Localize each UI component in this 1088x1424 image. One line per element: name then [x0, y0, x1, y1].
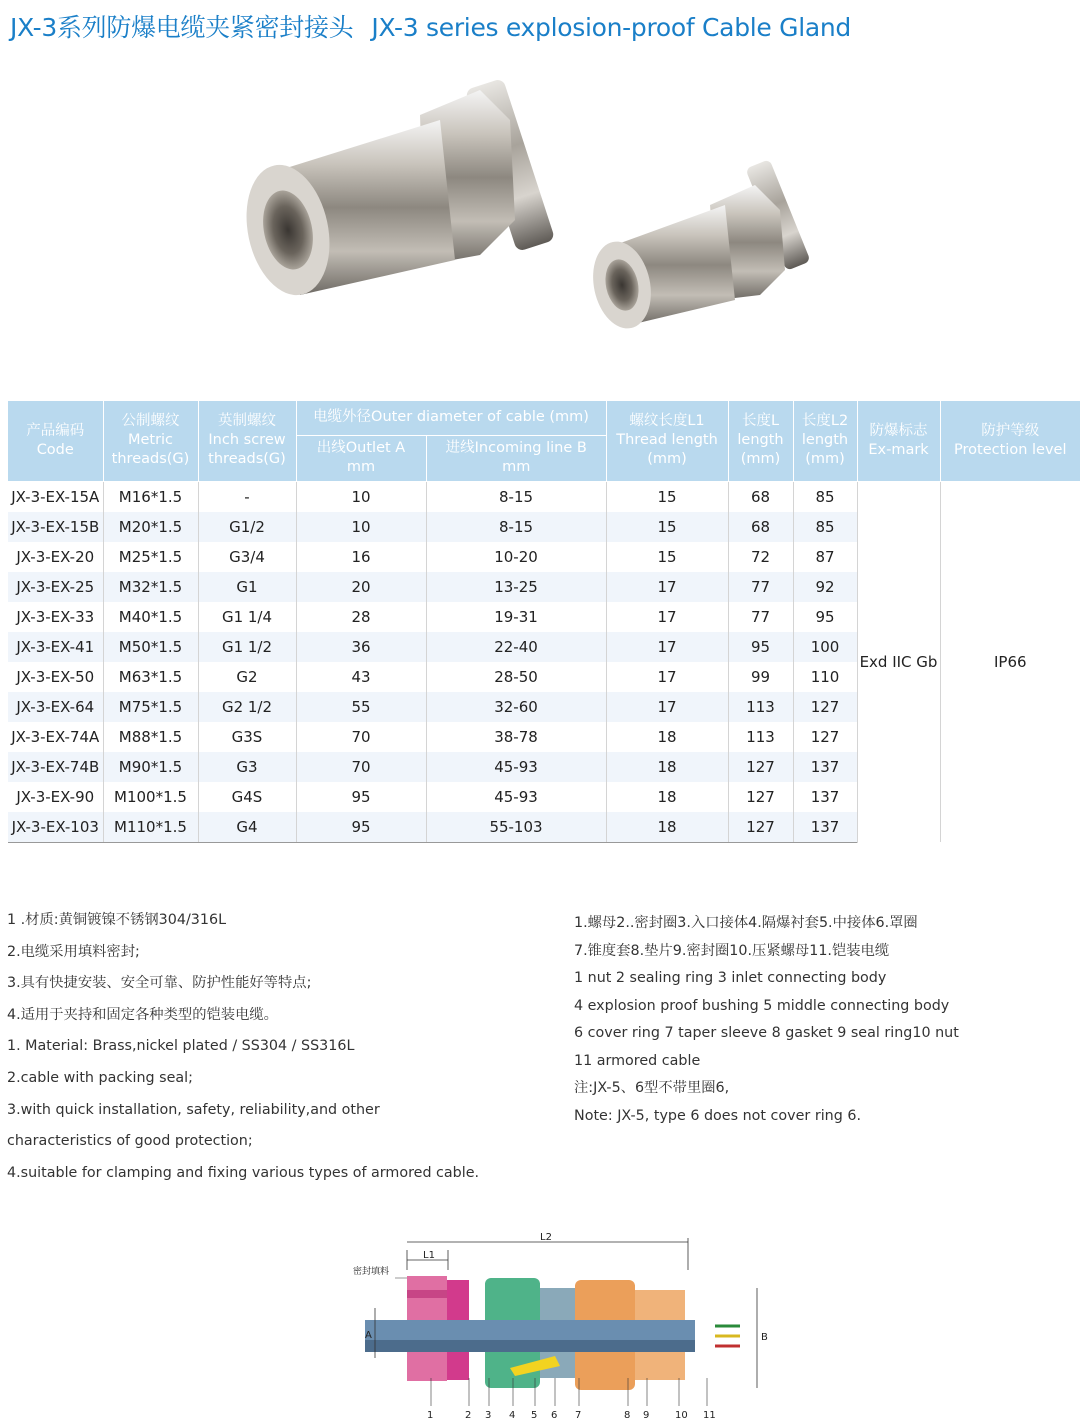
part-number: 5 — [531, 1410, 538, 1421]
table-cell: 85 — [793, 481, 857, 512]
table-cell: 45-93 — [426, 752, 606, 782]
table-cell: G1 1/2 — [198, 632, 296, 662]
title-en: JX-3 series explosion-proof Cable Gland — [371, 13, 851, 42]
note-line: 1. Material: Brass,nickel plated / SS304 / SS316L — [7, 1038, 355, 1055]
note-line: characteristics of good protection; — [7, 1133, 253, 1150]
table-cell: 137 — [793, 812, 857, 843]
table-cell: JX-3-EX-50 — [8, 662, 103, 692]
table-cell: M110*1.5 — [103, 812, 198, 843]
header-thread-length: 螺纹长度L1 Thread length (mm) — [606, 401, 728, 481]
table-cell: 18 — [606, 752, 728, 782]
table-cell: G4 — [198, 812, 296, 843]
table-cell: M75*1.5 — [103, 692, 198, 722]
label-a: A — [365, 1330, 372, 1341]
table-cell: G1 — [198, 572, 296, 602]
table-cell: JX-3-EX-25 — [8, 572, 103, 602]
title-cn: JX-3系列防爆电缆夹紧密封接头 — [10, 13, 354, 42]
table-cell: 127 — [793, 692, 857, 722]
cable-gland-photo-large — [240, 60, 580, 320]
table-cell: 10 — [296, 481, 426, 512]
cross-section-diagram — [345, 1228, 775, 1424]
table-cell: 110 — [810, 667, 840, 686]
table-cell: 10 — [296, 512, 426, 542]
table-cell: JX-3-EX-103 — [8, 812, 103, 843]
note-line: Note: JX-5, type 6 does not cover ring 6. — [574, 1107, 861, 1124]
table-cell: 18 — [606, 722, 728, 752]
note-line: 4 explosion proof bushing 5 middle connecting body — [574, 997, 950, 1014]
table-row — [8, 481, 1080, 512]
table-cell: 99 — [728, 662, 793, 692]
table-cell: G1/2 — [198, 512, 296, 542]
part-number: 2 — [465, 1410, 472, 1421]
note-line: 1 .材质:黄铜镀镍不锈钢304/316L — [7, 912, 227, 928]
header-incoming: 进线Incoming line B mm — [426, 435, 606, 481]
table-cell: JX-3-EX-20 — [8, 542, 103, 572]
note-line: 3.具有快捷安装、安全可靠、防护性能好等特点; — [7, 975, 312, 992]
table-cell: 127 — [728, 752, 793, 782]
table-cell: G3 — [198, 752, 296, 782]
note-line: 注:JX-5、6型不带里圈6, — [574, 1080, 730, 1096]
table-cell: M20*1.5 — [103, 512, 198, 542]
spec-table — [8, 401, 1080, 843]
note-line: 2.电缆采用填料密封; — [7, 943, 140, 960]
table-cell: 17 — [606, 632, 728, 662]
part-number: 8 — [624, 1410, 631, 1421]
table-cell: 137 — [810, 787, 840, 806]
table-cell: 68 — [728, 481, 793, 512]
label-b: B — [761, 1332, 768, 1343]
header-metric: 公制螺纹 Metric threads(G) — [103, 401, 198, 481]
note-line: 3.with quick installation, safety, reliability,and other — [7, 1101, 380, 1118]
table-cell: JX-3-EX-90 — [8, 782, 103, 812]
table-cell: 15 — [606, 542, 728, 572]
table-cell: 113 — [728, 722, 793, 752]
table-cell: JX-3-EX-33 — [8, 602, 103, 632]
table-cell: JX-3-EX-74A — [8, 722, 103, 752]
table-cell: 17 — [606, 662, 728, 692]
table-cell: 70 — [296, 722, 426, 752]
note-line: 11 armored cable — [574, 1052, 701, 1069]
table-cell: 55 — [296, 692, 426, 722]
table-cell: 20 — [296, 572, 426, 602]
table-cell: JX-3-EX-41 — [8, 632, 103, 662]
header-inch: 英制螺纹 Inch screw threads(G) — [198, 401, 296, 481]
table-cell: G2 — [198, 662, 296, 692]
ex-mark-cell: Exd IIC Gb — [857, 481, 940, 842]
notes-right — [574, 910, 1074, 1130]
table-cell: G3S — [198, 722, 296, 752]
note-line: 7.锥度套8.垫片9.密封圈10.压紧螺母11.铠装电缆 — [574, 942, 890, 959]
table-cell: 38-78 — [426, 722, 606, 752]
table-cell: 10-20 — [426, 542, 606, 572]
table-cell: G3/4 — [198, 542, 296, 572]
table-cell: JX-3-EX-64 — [8, 692, 103, 722]
table-cell: M32*1.5 — [103, 572, 198, 602]
table-cell: M90*1.5 — [103, 752, 198, 782]
table-cell: 137 — [793, 752, 857, 782]
table-cell: 72 — [728, 542, 793, 572]
note-line: 1.螺母2..密封圈3.入口接体4.隔爆衬套5.中接体6.罩圈 — [574, 915, 918, 931]
header-ex-mark: 防爆标志 Ex-mark — [857, 401, 940, 481]
table-cell: G4S — [198, 782, 296, 812]
table-cell: 18 — [606, 812, 728, 843]
note-line: 2.cable with packing seal; — [7, 1069, 193, 1086]
table-cell: 95 — [728, 632, 793, 662]
label-l1: L1 — [423, 1250, 435, 1261]
table-cell: 68 — [728, 512, 793, 542]
table-cell: M50*1.5 — [103, 632, 198, 662]
table-cell: 127 — [810, 727, 840, 746]
table-cell: 55-103 — [426, 812, 606, 843]
note-line: 4.适用于夹持和固定各种类型的铠装电缆。 — [7, 1006, 278, 1023]
part-number: 3 — [485, 1410, 492, 1421]
cable-gland-photo-small — [590, 150, 830, 330]
part-number: 6 — [551, 1410, 558, 1421]
table-cell: 70 — [296, 752, 426, 782]
label-seal: 密封填料 — [353, 1267, 390, 1277]
table-cell: 77 — [728, 602, 793, 632]
header-protection: 防护等级 Protection level — [940, 401, 1080, 481]
table-cell: 19-31 — [426, 602, 606, 632]
notes-left — [7, 905, 552, 1189]
part-number: 11 — [703, 1410, 716, 1421]
table-cell: 17 — [606, 692, 728, 722]
table-cell: M100*1.5 — [103, 782, 198, 812]
table-cell: 15 — [606, 481, 728, 512]
note-line: 4.suitable for clamping and fixing various types of armored cable. — [7, 1164, 480, 1181]
table-cell: 28 — [296, 602, 426, 632]
table-cell: - — [198, 481, 296, 512]
header-outer-diameter: 电缆外径Outer diameter of cable (mm) — [296, 401, 606, 435]
label-l2: L2 — [540, 1232, 552, 1243]
table-cell: 13-25 — [426, 572, 606, 602]
table-cell: M25*1.5 — [103, 542, 198, 572]
table-cell: 45-93 — [426, 782, 606, 812]
table-cell: 15 — [606, 512, 728, 542]
table-cell: M63*1.5 — [103, 662, 198, 692]
part-number: 1 — [427, 1410, 434, 1421]
part-number: 4 — [509, 1410, 516, 1421]
table-cell: 95 — [815, 607, 835, 626]
table-cell: 8-15 — [426, 512, 606, 542]
header-outlet: 出线Outlet A mm — [296, 435, 426, 481]
table-cell: 8-15 — [426, 481, 606, 512]
table-cell: JX-3-EX-15A — [8, 481, 103, 512]
table-cell: 77 — [728, 572, 793, 602]
header-length-l2: 长度L2 length (mm) — [793, 401, 857, 481]
table-cell: G2 1/2 — [198, 692, 296, 722]
table-cell: M88*1.5 — [103, 722, 198, 752]
part-number: 7 — [575, 1410, 582, 1421]
table-cell: 18 — [606, 782, 728, 812]
table-cell: 127 — [728, 782, 793, 812]
table-cell: 28-50 — [426, 662, 606, 692]
note-line: 6 cover ring 7 taper sleeve 8 gasket 9 seal ring10 nut — [574, 1025, 959, 1041]
table-cell: 92 — [793, 572, 857, 602]
table-cell: JX-3-EX-74B — [8, 752, 103, 782]
header-length-l: 长度L length (mm) — [728, 401, 793, 481]
table-cell: JX-3-EX-15B — [8, 512, 103, 542]
table-cell: 100 — [793, 632, 857, 662]
table-cell: M16*1.5 — [103, 481, 198, 512]
table-cell: 43 — [296, 662, 426, 692]
note-line: 1 nut 2 sealing ring 3 inlet connecting body — [574, 970, 887, 986]
table-cell: 95 — [296, 812, 426, 843]
table-cell: 127 — [728, 812, 793, 843]
part-number: 9 — [643, 1410, 650, 1421]
table-cell: M40*1.5 — [103, 602, 198, 632]
table-cell: 85 — [793, 512, 857, 542]
table-cell: 95 — [296, 782, 426, 812]
table-cell: 32-60 — [426, 692, 606, 722]
part-number-labels — [427, 1378, 716, 1421]
table-cell: 17 — [606, 572, 728, 602]
table-cell: 16 — [296, 542, 426, 572]
header-code: 产品编码 Code — [8, 401, 103, 481]
page-title — [10, 8, 1080, 44]
table-cell: 17 — [606, 602, 728, 632]
table-cell: 36 — [296, 632, 426, 662]
table-cell: 113 — [728, 692, 793, 722]
protection-cell: IP66 — [940, 481, 1080, 842]
table-cell: 22-40 — [426, 632, 606, 662]
table-cell: G1 1/4 — [198, 602, 296, 632]
part-number: 10 — [675, 1410, 688, 1421]
table-cell: 87 — [815, 547, 835, 566]
